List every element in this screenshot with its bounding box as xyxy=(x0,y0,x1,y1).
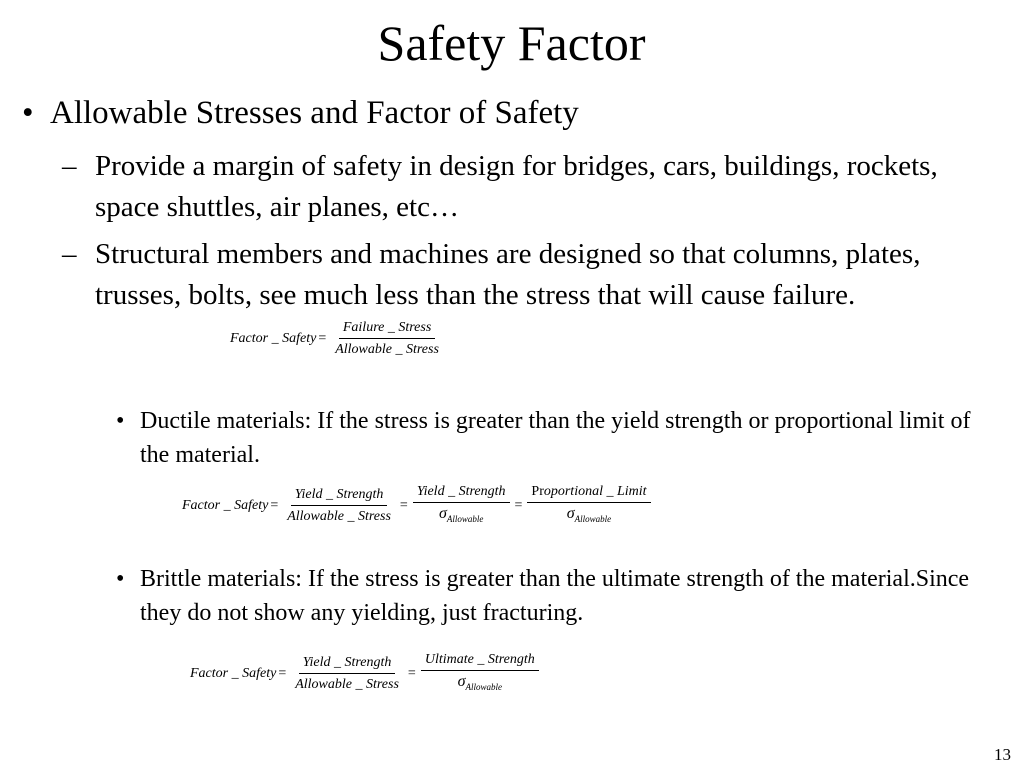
fraction xyxy=(291,655,403,693)
equals-sign: = xyxy=(270,497,279,513)
sigma-symbol: σ xyxy=(457,673,466,690)
numerator: Yield _ Strength xyxy=(291,487,388,506)
numerator-rest: oportional _ Limit xyxy=(543,484,647,499)
page-number: 13 xyxy=(994,745,1011,764)
equals-sign: = xyxy=(514,497,523,513)
denominator: Allowable _ Stress xyxy=(335,342,439,357)
brittle-equation xyxy=(190,652,542,695)
sigma-subscript: Allowable xyxy=(465,682,502,692)
fraction xyxy=(283,487,395,525)
numerator: Failure _ Stress xyxy=(339,320,435,339)
equals-sign: = xyxy=(278,665,287,681)
dash-marker: – xyxy=(62,238,77,270)
denominator: Allowable _ Stress xyxy=(287,508,391,524)
main-bullet-text: Allowable Stresses and Factor of Safety xyxy=(50,95,579,131)
numerator xyxy=(527,484,650,503)
fraction xyxy=(527,484,650,527)
dash-marker: – xyxy=(62,150,77,182)
equals-sign: = xyxy=(407,665,416,681)
sigma-subscript: Allowable xyxy=(446,514,484,524)
denominator: Allowable _ Stress xyxy=(295,676,399,692)
numerator: Ultimate _ Strength xyxy=(421,652,539,671)
bullet-marker: • xyxy=(116,566,125,592)
equals-sign: = xyxy=(318,331,327,346)
slide-title: Safety Factor xyxy=(377,15,646,71)
eq-lhs: Factor _ Safety xyxy=(230,331,317,346)
sigma-symbol: σ xyxy=(566,505,575,522)
denominator xyxy=(454,671,506,695)
ductile-equation xyxy=(182,484,654,527)
denominator xyxy=(563,503,615,527)
ductile-text: Ductile materials: If the stress is greater than the yield strength or proportional limit of the material. xyxy=(140,408,971,468)
eq-lhs: Factor _ Safety xyxy=(190,665,277,681)
numerator-prefix: Pr xyxy=(531,484,544,499)
sigma-symbol: σ xyxy=(438,505,447,522)
denominator xyxy=(435,503,487,527)
sub-bullet-margin-text: Provide a margin of safety in design for bridges, cars, buildings, rockets, space shuttles, air planes, etc… xyxy=(95,150,938,223)
factor-of-safety-equation xyxy=(230,320,446,358)
sub-bullet-structural-text: Structural members and machines are designed so that columns, plates, trusses, bolts, see much less than the stress that will cause failure. xyxy=(95,238,921,311)
sigma-subscript: Allowable xyxy=(574,514,612,524)
equals-sign: = xyxy=(399,497,408,513)
numerator: Yield _ Strength xyxy=(413,484,510,503)
bullet-marker: • xyxy=(116,408,125,434)
brittle-text: Brittle materials: If the stress is greater than the ultimate strength of the material.Since they do not show any yielding, just fracturing. xyxy=(140,566,970,626)
fraction xyxy=(421,652,539,695)
bullet-marker: • xyxy=(22,95,34,131)
numerator: Yield _ Strength xyxy=(299,655,396,674)
eq-lhs: Factor _ Safety xyxy=(182,497,269,513)
fraction xyxy=(413,484,510,527)
fraction xyxy=(331,320,443,358)
